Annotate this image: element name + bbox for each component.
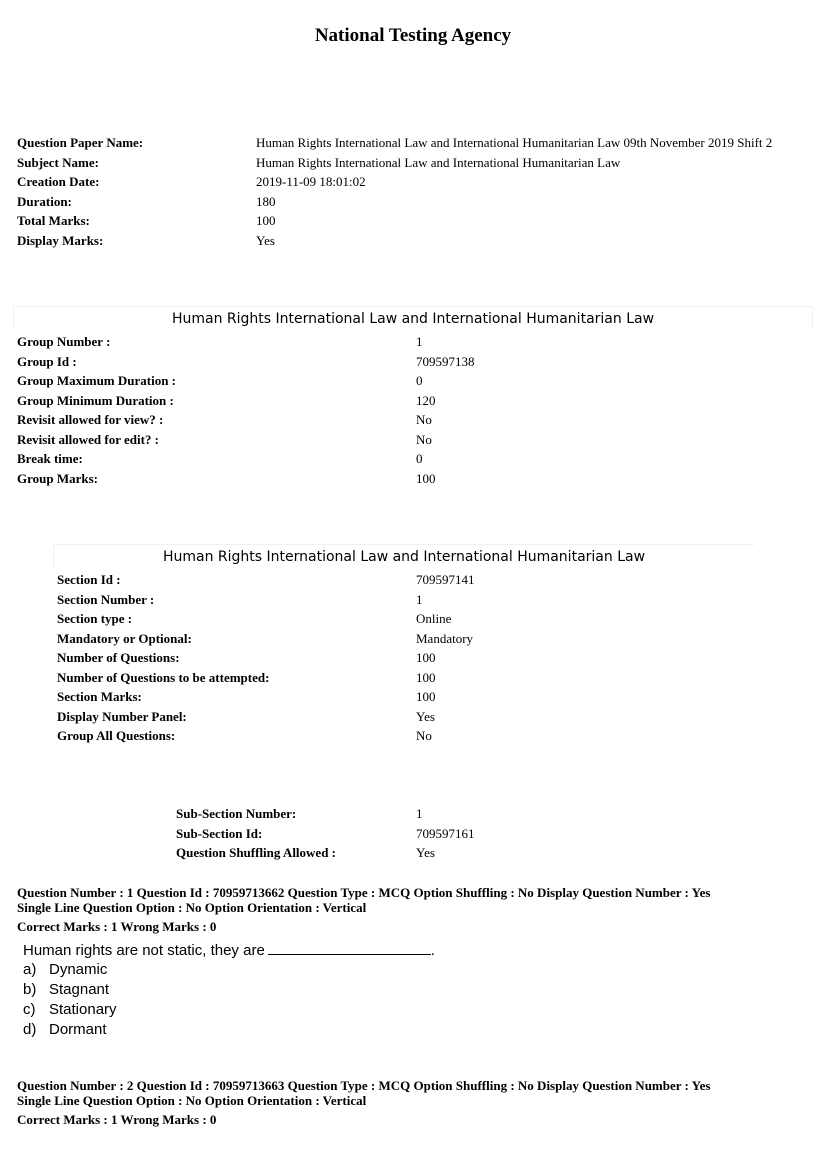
page-title: National Testing Agency xyxy=(314,25,512,46)
group-row xyxy=(17,412,475,432)
group-value: 1 xyxy=(416,334,423,349)
group-key: Group Marks: xyxy=(17,470,99,486)
subsection-table xyxy=(176,806,475,865)
group-row xyxy=(17,334,475,354)
group-value: 100 xyxy=(416,470,436,486)
answer-blank xyxy=(268,941,431,955)
section-row xyxy=(57,650,475,670)
info-value: 180 xyxy=(256,193,276,209)
option-c xyxy=(23,1001,117,1018)
group-key: Group Number : xyxy=(17,334,111,349)
question-2-meta xyxy=(17,1079,817,1128)
section-row xyxy=(57,592,475,612)
group-key: Revisit allowed for edit? : xyxy=(17,431,160,447)
subsection-value: 1 xyxy=(416,806,423,821)
group-key: Group Maximum Duration : xyxy=(17,373,177,388)
option-label: c) xyxy=(23,1001,36,1018)
section-value: 1 xyxy=(416,591,423,607)
question-text: Human rights are not static, they are xyxy=(23,942,265,959)
subsection-value: Yes xyxy=(416,845,435,860)
question-text-end: . xyxy=(430,942,435,959)
section-value: 100 xyxy=(416,669,436,685)
option-text: Stationary xyxy=(49,1001,117,1018)
section-value: 100 xyxy=(416,650,436,665)
section-value: Mandatory xyxy=(416,630,474,646)
option-text: Dormant xyxy=(49,1021,107,1038)
section-key: Mandatory or Optional: xyxy=(57,630,192,646)
group-row xyxy=(17,432,475,452)
info-key: Total Marks: xyxy=(17,213,90,228)
option-d xyxy=(23,1021,107,1038)
section-key: Number of Questions: xyxy=(57,650,180,665)
question-meta-line: Single Line Question Option : No Option Orientation : Vertical xyxy=(17,1092,367,1108)
info-value: 100 xyxy=(256,213,276,228)
group-value: 0 xyxy=(416,451,423,466)
subsection-row xyxy=(176,806,475,826)
group-row xyxy=(17,471,475,491)
group-key: Group Id : xyxy=(17,353,77,369)
group-heading: Human Rights International Law and International Humanitarian Law xyxy=(13,306,813,329)
group-value: No xyxy=(416,431,432,447)
option-a xyxy=(23,961,107,978)
section-key: Section Number : xyxy=(57,591,155,607)
option-b xyxy=(23,981,109,998)
info-value: Yes xyxy=(256,232,275,248)
question-meta-line: Question Number : 1 Question Id : 70959713662 Question Type : MCQ Option Shuffling : No Display Question Number : Yes xyxy=(17,885,711,900)
group-row xyxy=(17,354,475,374)
subsection-value: 709597161 xyxy=(416,825,475,841)
group-key: Break time: xyxy=(17,451,83,466)
info-row xyxy=(17,174,772,194)
section-key: Section type : xyxy=(57,611,133,626)
info-key: Creation Date: xyxy=(17,174,100,189)
subsection-key: Sub-Section Number: xyxy=(176,806,297,821)
info-row xyxy=(17,233,772,253)
info-key: Duration: xyxy=(17,193,72,209)
section-value: Yes xyxy=(416,708,435,724)
section-table xyxy=(57,572,475,748)
subsection-key: Sub-Section Id: xyxy=(176,825,263,841)
group-row xyxy=(17,393,475,413)
section-heading: Human Rights International Law and International Humanitarian Law xyxy=(53,544,754,567)
subsection-row xyxy=(176,845,475,865)
group-value: No xyxy=(416,412,432,427)
option-label: b) xyxy=(23,981,37,998)
section-row xyxy=(57,611,475,631)
info-row xyxy=(17,135,772,155)
option-label: a) xyxy=(23,961,37,978)
section-key: Display Number Panel: xyxy=(57,708,187,724)
question-1-text xyxy=(23,941,435,959)
info-value: 2019-11-09 18:01:02 xyxy=(256,174,366,189)
section-row xyxy=(57,728,475,748)
info-value: Human Rights International Law and International Humanitarian Law 09th November 2019 Shift 2 xyxy=(256,135,773,150)
info-key: Question Paper Name: xyxy=(17,135,144,150)
group-value: 120 xyxy=(416,392,436,408)
section-value: Online xyxy=(416,611,452,626)
info-row xyxy=(17,194,772,214)
question-1-meta xyxy=(17,886,817,935)
info-row xyxy=(17,213,772,233)
section-key: Group All Questions: xyxy=(57,728,176,743)
option-text: Stagnant xyxy=(49,981,110,998)
section-row xyxy=(57,689,475,709)
section-value: No xyxy=(416,728,432,743)
section-row xyxy=(57,572,475,592)
question-marks-line: Correct Marks : 1 Wrong Marks : 0 xyxy=(17,919,217,934)
option-label: d) xyxy=(23,1021,37,1038)
section-key: Number of Questions to be attempted: xyxy=(57,669,270,685)
section-row xyxy=(57,709,475,729)
section-value: 100 xyxy=(416,689,436,704)
question-meta-line: Single Line Question Option : No Option Orientation : Vertical xyxy=(17,899,367,915)
subsection-key: Question Shuffling Allowed : xyxy=(176,845,337,860)
section-row xyxy=(57,670,475,690)
group-key: Group Minimum Duration : xyxy=(17,392,174,408)
question-meta-line: Question Number : 2 Question Id : 70959713663 Question Type : MCQ Option Shuffling : No Display Question Number : Yes xyxy=(17,1078,711,1093)
section-key: Section Marks: xyxy=(57,689,142,704)
info-key: Subject Name: xyxy=(17,154,99,170)
section-value: 709597141 xyxy=(416,572,475,587)
group-key: Revisit allowed for view? : xyxy=(17,412,164,427)
question-marks-line: Correct Marks : 1 Wrong Marks : 0 xyxy=(17,1112,217,1127)
section-row xyxy=(57,631,475,651)
group-value: 709597138 xyxy=(416,353,475,369)
info-key: Display Marks: xyxy=(17,232,104,248)
info-row xyxy=(17,155,772,175)
paper-info-table xyxy=(17,135,772,252)
group-value: 0 xyxy=(416,373,423,388)
subsection-row xyxy=(176,826,475,846)
group-row xyxy=(17,451,475,471)
option-text: Dynamic xyxy=(49,961,108,978)
group-row xyxy=(17,373,475,393)
group-table xyxy=(17,334,475,490)
info-value: Human Rights International Law and International Humanitarian Law xyxy=(256,154,621,170)
section-key: Section Id : xyxy=(57,572,121,587)
